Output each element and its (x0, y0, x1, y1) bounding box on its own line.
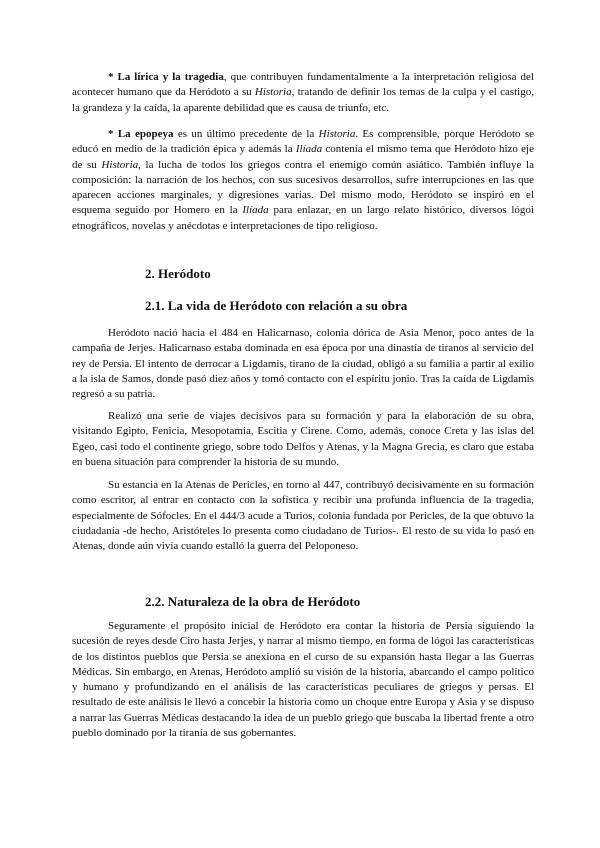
italic-title: Ilíada (295, 143, 323, 156)
paragraph-text: . Es comprensible, porque Heródoto se educó en medio de la tradición épica y además la (72, 128, 535, 156)
italic-title: Ilíada (242, 204, 269, 217)
section-heading-naturaleza: 2.2. Naturaleza de la obra de Heródoto (145, 594, 361, 609)
paragraph-atenas: Su estancia en la Atenas de Pericles, en torno al 447, contribuyó decisivamente en su formación como escritor, al entrar en contacto con la sofística y recibir una profunda influencia de la tragedia, especialmente de Sófocles. En el 444/3 acude a Turios, colonia fundada por Pericles, de la que obtuvo la ciudadanía -de hecho, Aristóteles lo presenta como ciudadano de Turios-. El resto de su vida lo pasó en Atenas, donde aún vivía cuando estalló la guerra del Peloponeso. (72, 479, 534, 553)
paragraph-viajes: Realizó una serie de viajes decisivos para su formación y para la elaboración de su obra, visitando Egipto, Fenicia, Mesopotamia, Escitia y Cirene. Como, además, conoce Creta y las islas del Egeo, casi todo el continente griego, sobre todo Delfos y Atenas, y la Magna Grecia, es claro que estaba en buena situación para comprender la historia de su mundo. (72, 410, 534, 468)
italic-title: Historia (101, 158, 139, 171)
paragraph-text: , tratando de definir los temas de la culpa y el castigo, la grandeza y la caída, la aparente debilidad que es causa de triunfo, etc. (72, 86, 534, 114)
paragraph-text: es un último precedente de la (173, 128, 319, 140)
paragraph-lead: * La lírica y la tragedia (108, 71, 224, 83)
paragraph-text: para enlazar, en un largo relato histórico, diversos lógoi etnográficos, novelas y anécdotas e interpretaciones de tipo religioso. (72, 204, 534, 232)
paragraph-nacimiento: Heródoto nació hacia el 484 en Halicarnaso, colonia dórica de Asia Menor, poco antes de la campaña de Jerjes. Halicarnaso estaba dominada en esa época por una dinastía de tiranos al servicio del rey de Persia. El intento de derrocar a Ligdamis, tirano de la ciudad, obligó a su familia a partir al exilio a la isla de Samos, donde pasó diez años y tomó contacto con el espíritu jonio. Tras la caída de Ligdamis regresó a su patria. (72, 327, 534, 401)
paragraph-text: contenía el mismo tema que Heródoto hizo eje de su (72, 143, 534, 171)
section-heading-herodoto: 2. Heródoto (145, 266, 211, 281)
italic-title: Historia (318, 128, 356, 140)
paragraph-lead: * La epopeya (108, 128, 174, 140)
paragraph-text: , la lucha de todos los griegos contra el enemigo común asiático. También influye la composición: la narración de los hechos, con sus sucesivos desarrollos, sufre interrupciones en las que aparecen acciones marginales, y digresiones varias. Del mismo modo, Heródoto se inspiró en el esquema seguido por Homero en la (72, 158, 534, 217)
italic-title: Historia (254, 86, 292, 99)
paragraph-lirica-tragedia (72, 70, 534, 116)
paragraph-text: , que contribuyen fundamentalmente a la interpretación religiosa del acontecer humano que da Heródoto a su (72, 71, 534, 99)
paragraph-proposito: Seguramente el propósito inicial de Heródoto era contar la historia de Persia siguiendo la sucesión de reyes desde Ciro hasta Jerjes, y narrar al mismo tiempo, en forma de lógoi las características de los distintos pueblos que Persia se anexiona en el curso de su expansión hasta llegar a las Guerras Médicas. Sin embargo, en Atenas, Heródoto amplió su visión de la historia, abarcando el campo político y humano y profundizando en el análisis de las características peculiares de griegos y persas. El resultado de este análisis le llevó a concebir la historia como un choque entre Europa y Asia y se dispuso a narrar las Guerras Médicas destacando la idea de un pueblo griego que buscaba la libertad frente a otro pueblo dominado por la tiranía de sus gobernantes. (72, 620, 534, 740)
paragraph-epopeya (72, 127, 534, 234)
section-heading-vida: 2.1. La vida de Heródoto con relación a su obra (145, 298, 408, 313)
